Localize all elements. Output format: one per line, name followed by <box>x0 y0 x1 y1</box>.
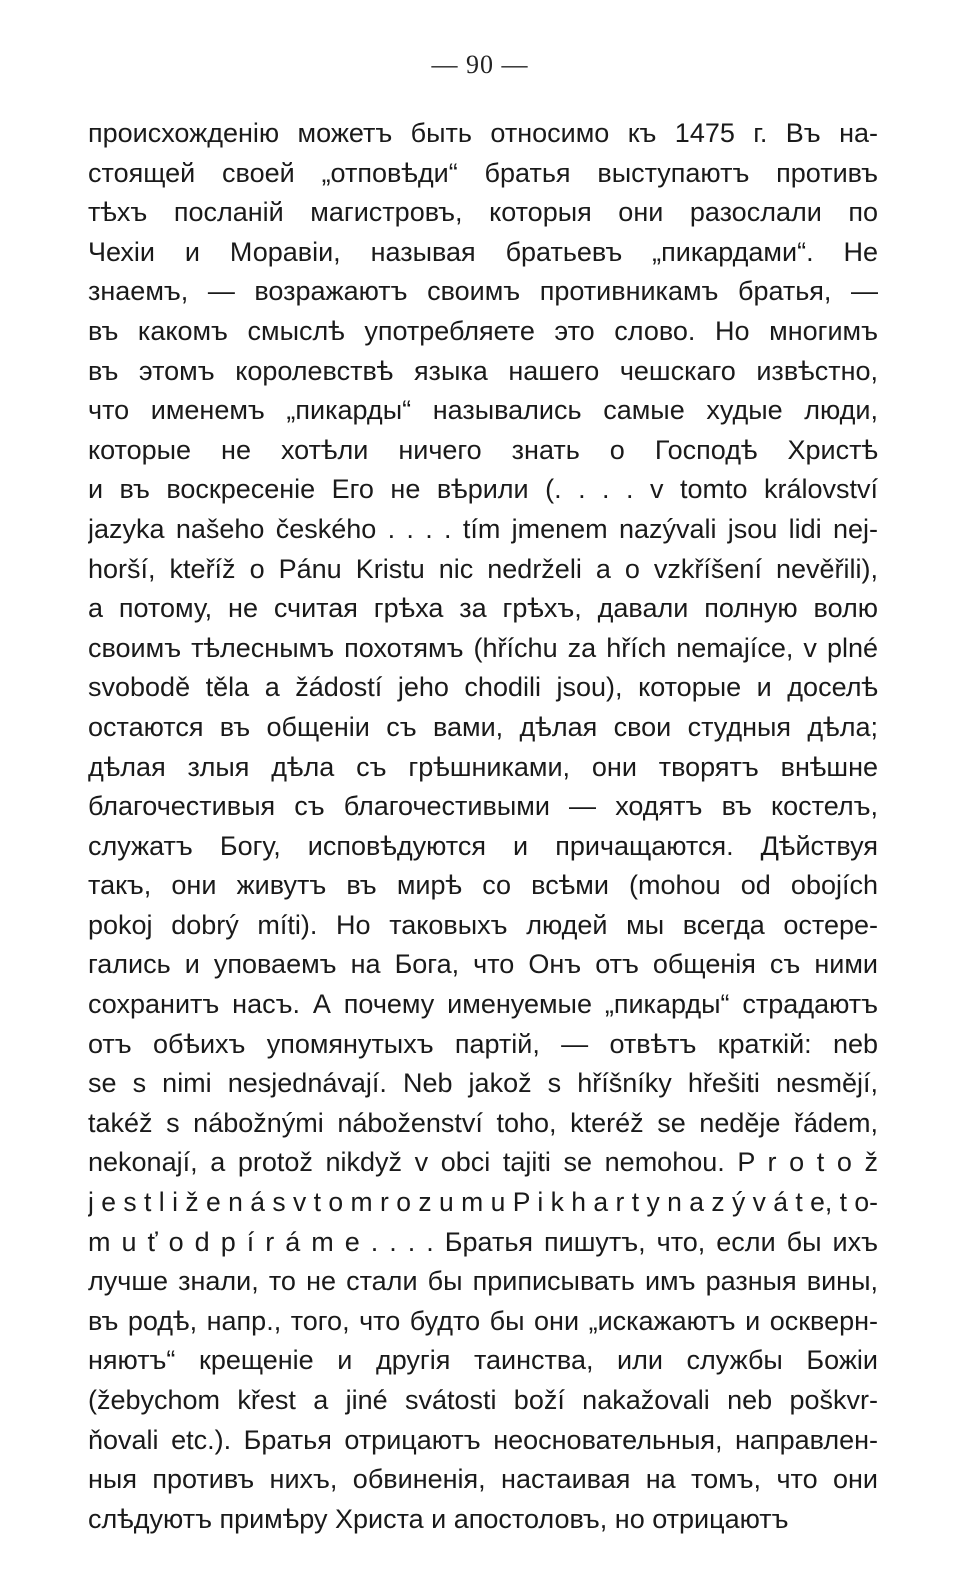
text-line: ňovali etc.). Братья отрицаютъ неосновательныя, направлен- <box>88 1424 878 1455</box>
text-line: гались и уповаемъ на Бога, что Онъ отъ общенія съ ними <box>88 949 878 980</box>
text-line: (žebychom křest a jiné svátosti boží nakažovali neb poškvr- <box>88 1385 878 1415</box>
text-line: nekonají, a protož nikdyž v obci tajiti se nemohou. P r o t o ž <box>88 1147 878 1178</box>
text-line: остаются въ общеніи съ вами, дѣлая свои студныя дѣла; <box>88 711 878 742</box>
text-line: благочестивыя съ благочестивыми — ходятъ въ костелъ, <box>88 791 878 822</box>
text-line: няютъ“ крещеніе и другія таинства, или службы Божіи <box>88 1345 878 1376</box>
text-line: se s nimi nesjednávají. Neb jakož s hříšníky hřešiti nesmějí, <box>88 1068 878 1099</box>
text-line: svobodě těla a žádostí jeho chodili jsou), которые и доселѣ <box>88 672 878 703</box>
text-line: своимъ тѣлеснымъ похотямъ (hříchu za hřích nemajíce, v plné <box>88 632 878 663</box>
text-line: отъ обѣихъ упомянутыхъ партій, — отвѣтъ краткій: neb <box>88 1028 878 1059</box>
text-line: лучше знали, то не стали бы приписывать имъ разныя вины, <box>88 1266 878 1297</box>
text-line: m u ť o d p í r á m e . . . . Братья пишутъ, что, если бы ихъ <box>88 1226 878 1257</box>
text-line: а потому, не считая грѣха за грѣхъ, давали полную волю <box>88 593 878 624</box>
text-line: дѣлая злыя дѣла съ грѣшниками, они творятъ внѣшне <box>88 751 878 782</box>
text-line: и въ воскресеніе Его не вѣрили (. . . . v tomto království <box>88 474 878 505</box>
text-line: такъ, они живутъ въ мирѣ со всѣми (mohou od obojích <box>88 870 878 901</box>
text-line: jazyka našeho českého . . . . tím jmenem nazývali jsou lidi nej- <box>88 513 878 544</box>
text-line: takéž s nábožnými náboženství toho, kteréž se neděje řádem, <box>88 1107 878 1138</box>
text-line: j e s t l i ž e n á s v t o m r o z u m u P i k h a r t y n a z ý v á t e, t o- <box>88 1187 878 1218</box>
text-line: horší, kteříž o Pánu Kristu nic nedrželi a o vzkříšení nevěřili), <box>88 553 878 584</box>
text-line: pokoj dobrý míti). Но таковыхъ людей мы всегда остере- <box>88 909 878 940</box>
text-line: происхожденію можетъ быть относимо къ 1475 г. Въ на- <box>88 118 878 148</box>
text-line: въ этомъ королевствѣ языка нашего чешскаго извѣстно, <box>88 355 878 386</box>
text-line: которые не хотѣли ничего знать о Господѣ Христѣ <box>88 434 878 465</box>
text-line: въ какомъ смыслѣ употребляете это слово. Но многимъ <box>88 315 878 346</box>
text-line: знаемъ, — возражаютъ своимъ противникамъ братья, — <box>88 276 878 307</box>
text-line: ныя противъ нихъ, обвиненія, настаивая на томъ, что они <box>88 1464 878 1495</box>
body-text <box>88 114 878 1539</box>
text-line: Чехіи и Моравіи, называя братьевъ „пикардами“. Не <box>88 236 878 267</box>
text-line: тѣхъ посланій магистровъ, которыя они разослали по <box>88 197 878 228</box>
text-line: служатъ Богу, исповѣдуются и причащаются. Дѣйствуя <box>88 830 878 861</box>
text-line: что именемъ „пикарды“ назывались самые худые люди, <box>88 395 878 426</box>
text-line: стоящей своей „отповѣди“ братья выступаютъ противъ <box>88 157 878 188</box>
text-line: слѣдуютъ примѣру Христа и апостоловъ, но отрицаютъ <box>88 1503 789 1534</box>
page-number: — 90 — <box>431 50 529 79</box>
text-line: въ родѣ, напр., того, что будто бы они „искажаютъ и оскверн- <box>88 1305 878 1336</box>
text-line: сохранитъ насъ. А почему именуемые „пикарды“ страдаютъ <box>88 989 878 1020</box>
